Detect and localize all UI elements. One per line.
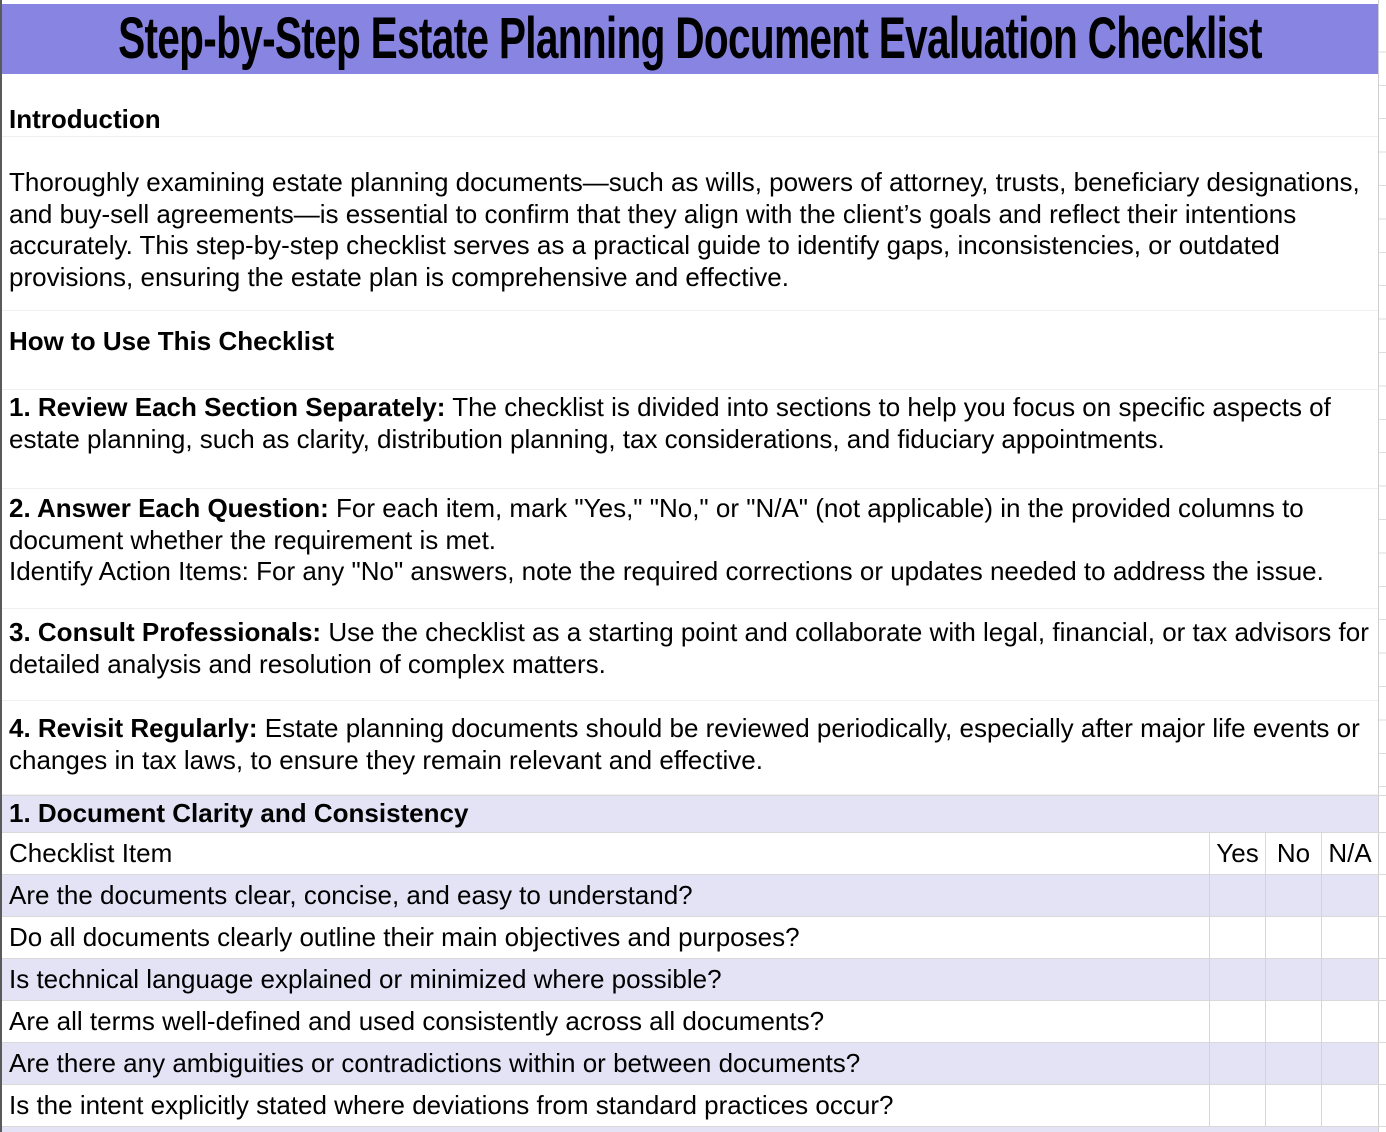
no-cell[interactable] (1265, 875, 1321, 916)
grid-sliver (1378, 875, 1386, 916)
grid-sliver (1378, 959, 1386, 1000)
table-row (2, 917, 1386, 959)
step-4-label: 4. Revisit Regularly: (9, 713, 258, 743)
step-2-extra: Identify Action Items: For any "No" answers, note the required corrections or updates needed to address the issue. (9, 556, 1324, 587)
intro-paragraph-text: Thoroughly examining estate planning documents—such as wills, powers of attorney, trusts, beneficiary designations, and buy-sell agreements—is essential to confirm that they align with the client’s goals and reflect their intentions accurately. This step-by-step checklist serves as a practical guide to identify gaps, inconsistencies, or outdated provisions, ensuring the estate plan is comprehensive and effective. (9, 167, 1360, 293)
na-cell[interactable] (1321, 959, 1378, 1000)
step-3-text: Use the checklist as a starting point and collaborate with legal, financial, or tax advisors for detailed analysis and resolution of complex matters. (9, 617, 1369, 679)
column-header-na: N/A (1321, 833, 1378, 874)
checklist-item-text: Are the documents clear, concise, and easy to understand? (9, 879, 693, 910)
grid-sliver (1378, 1085, 1386, 1126)
title-band (2, 4, 1378, 74)
checklist-item-text: Are all terms well-defined and used consistently across all documents? (9, 1005, 825, 1036)
section-title: 1. Document Clarity and Consistency (9, 798, 469, 829)
step-4-text: Estate planning documents should be reviewed periodically, especially after major life events or changes in tax laws, to ensure they remain relevant and effective. (9, 713, 1360, 775)
partial-next-row (2, 1127, 1386, 1132)
step-3 (2, 609, 1378, 701)
na-cell[interactable] (1321, 875, 1378, 916)
grid-sliver (1378, 796, 1386, 832)
table-header-row (2, 833, 1386, 875)
column-header-no: No (1265, 833, 1321, 874)
no-cell[interactable] (1265, 917, 1321, 958)
table-row (2, 1085, 1386, 1127)
section-header-row (2, 795, 1386, 833)
yes-cell[interactable] (1209, 917, 1265, 958)
no-cell[interactable] (1265, 1001, 1321, 1042)
table-row (2, 1001, 1386, 1043)
grid-sliver (1378, 1001, 1386, 1042)
step-2-label: 2. Answer Each Question: (9, 493, 329, 523)
table-row (2, 959, 1386, 1001)
page-title: Step-by-Step Estate Planning Document Evaluation Checklist (118, 6, 1262, 71)
step-2 (2, 489, 1378, 609)
na-cell[interactable] (1321, 1043, 1378, 1084)
grid-sliver (1378, 1043, 1386, 1084)
no-cell[interactable] (1265, 1085, 1321, 1126)
step-3-label: 3. Consult Professionals: (9, 617, 322, 647)
yes-cell[interactable] (1209, 1043, 1265, 1084)
column-header-item: Checklist Item (9, 837, 173, 868)
table-row (2, 875, 1386, 917)
column-header-yes: Yes (1209, 833, 1265, 874)
step-1 (2, 390, 1378, 489)
intro-heading: Introduction (2, 74, 1378, 137)
na-cell[interactable] (1321, 1085, 1378, 1126)
grid-sliver (1378, 917, 1386, 958)
checklist-item-text: Do all documents clearly outline their main objectives and purposes? (9, 921, 800, 952)
howto-heading: How to Use This Checklist (2, 311, 1378, 390)
right-grid-column (1378, 0, 1386, 795)
checklist-item-text: Is technical language explained or minimized where possible? (9, 963, 722, 994)
yes-cell[interactable] (1209, 1001, 1265, 1042)
na-cell[interactable] (1321, 1001, 1378, 1042)
step-2-text: For each item, mark "Yes," "No," or "N/A" (not applicable) in the provided columns to document whether the requirement is met. (9, 493, 1304, 555)
table-row (2, 1043, 1386, 1085)
na-cell[interactable] (1321, 917, 1378, 958)
step-1-label: 1. Review Each Section Separately: (9, 392, 446, 422)
no-cell[interactable] (1265, 1043, 1321, 1084)
partial-row-band (2, 1127, 1378, 1132)
yes-cell[interactable] (1209, 1085, 1265, 1126)
grid-sliver (1378, 1127, 1386, 1132)
checklist-item-text: Are there any ambiguities or contradictions within or between documents? (9, 1047, 861, 1078)
step-4 (2, 701, 1378, 795)
step-1-text: The checklist is divided into sections to help you focus on specific aspects of estate planning, such as clarity, distribution planning, tax considerations, and fiduciary appointments. (9, 392, 1331, 454)
yes-cell[interactable] (1209, 959, 1265, 1000)
no-cell[interactable] (1265, 959, 1321, 1000)
intro-paragraph (2, 137, 1378, 311)
yes-cell[interactable] (1209, 875, 1265, 916)
grid-sliver (1378, 833, 1386, 874)
checklist-item-text: Is the intent explicitly stated where deviations from standard practices occur? (9, 1089, 894, 1120)
